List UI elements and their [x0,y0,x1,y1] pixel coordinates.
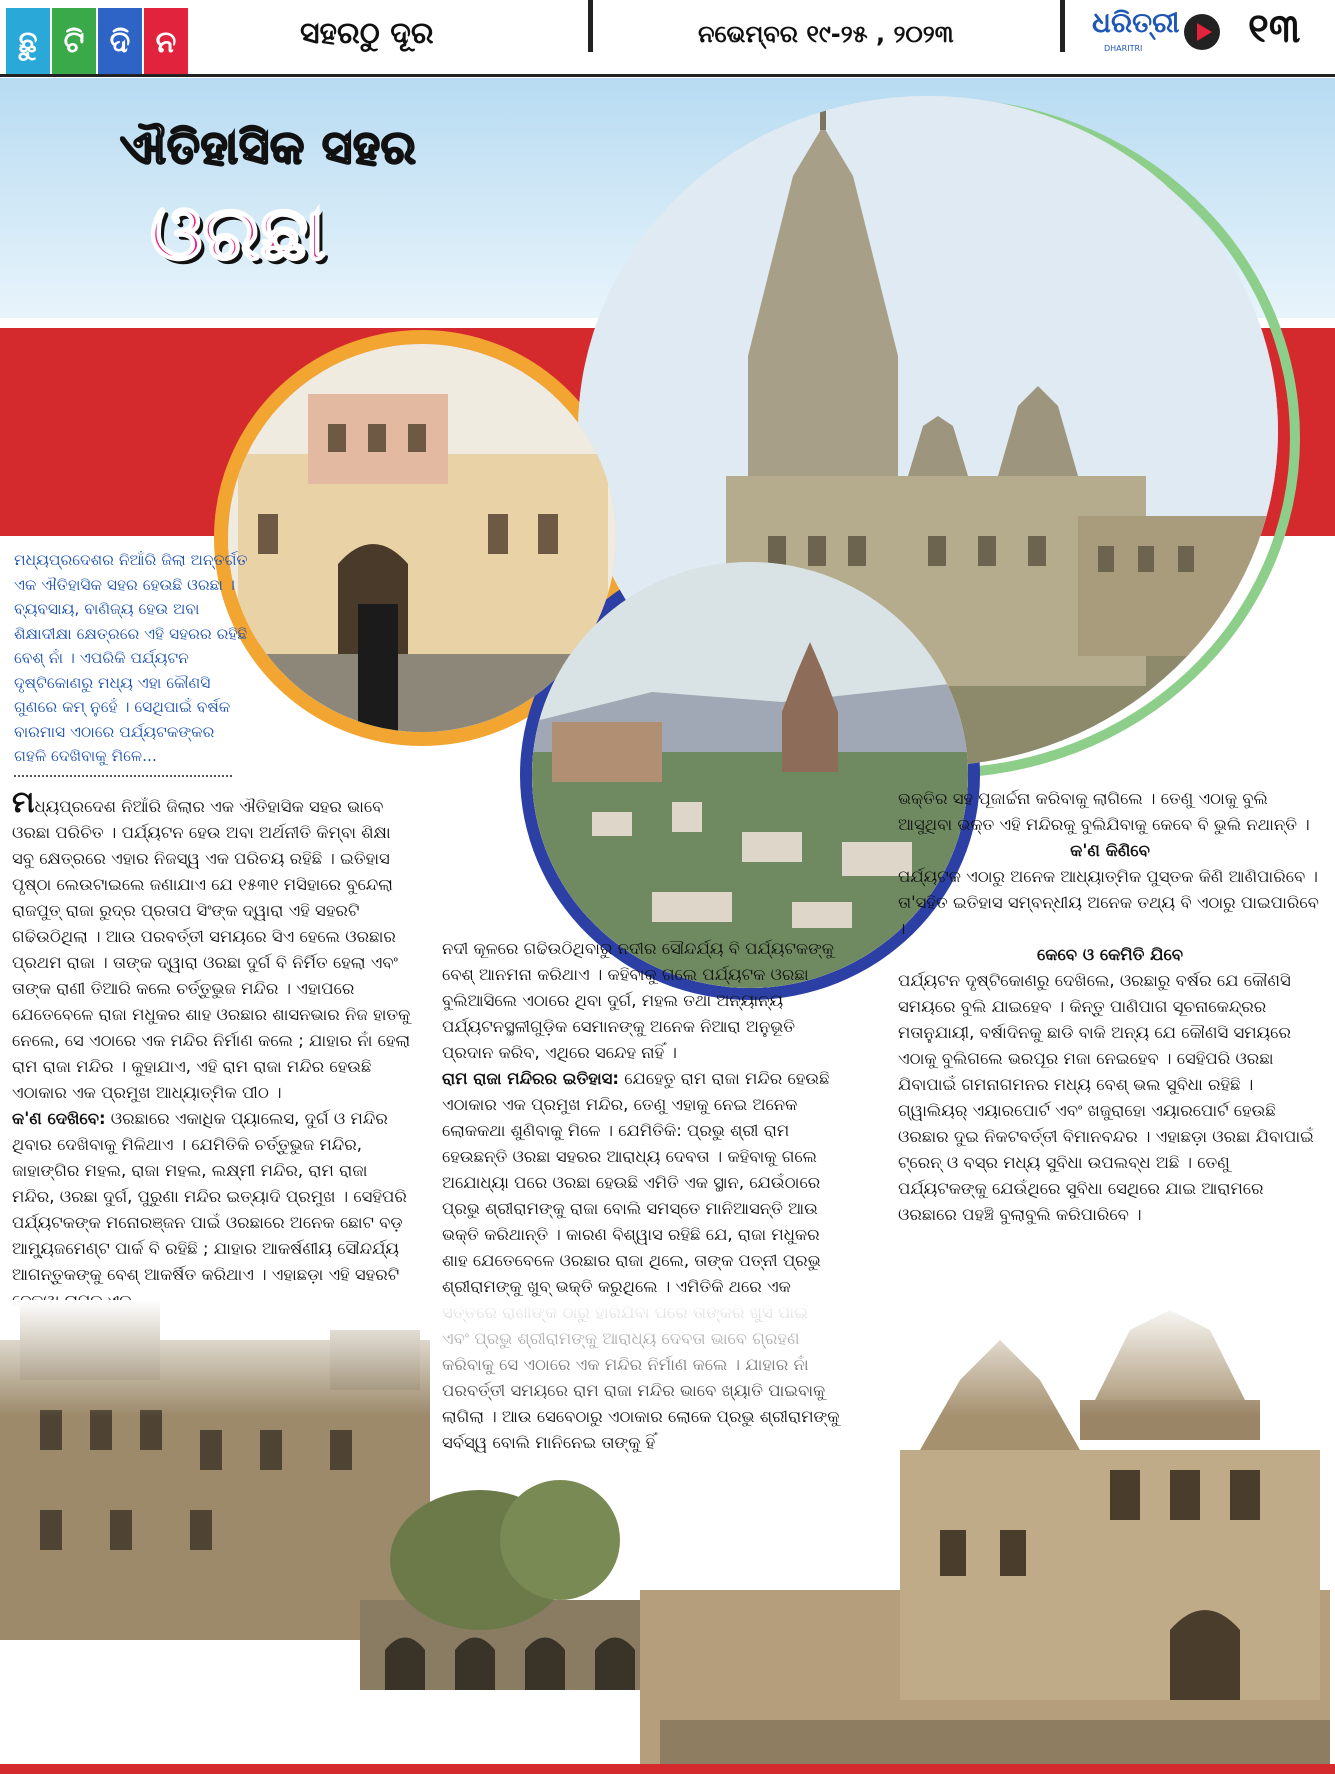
article-column-1 [12,785,412,1314]
orchha-fort-panorama-photo [0,1300,1335,1764]
publication-logo-sub: DHARITRI [1104,44,1143,53]
brand-letter-4: ନ [144,8,188,76]
col3-paragraph-1: ଭକ୍ତିର ସହ ପୂଜାର୍ଚ୍ଚନା କରିବାକୁ ଲାଗିଲେ । ତେଣୁ ଏଠାକୁ ବୁଲି ଆସୁଥିବା ଭକ୍ତ ଏହି ମନ୍ଦିରକୁ ବୁଲିଯିବାକୁ କେବେ ବି ଭୁଲି ନଥାନ୍ତି । [898,789,1310,834]
header-rule [0,74,1335,77]
subhead-what-to-buy: କ'ଣ କିଣିବେ [1070,841,1150,860]
col3-paragraph-2: ପର୍ଯ୍ୟଟକ ଏଠାରୁ ଅନେକ ଆଧ୍ୟାତ୍ମିକ ପୁସ୍ତକ କିଣି ଆଣିପାରିବେ । ତା'ସହିତ ଇତିହାସ ସମ୍ବନ୍ଧୀୟ ଅନେକ ତଥ୍ୟ ବି ଏଠାରୁ ପାଇପାରିବେ । [898,867,1319,938]
brand-letter-1: ଛୁ [6,8,50,76]
col2-paragraph-1: ନଦୀ କୂଳରେ ଗଢିଉଠିଥିବାରୁ ନଦୀର ସୌନ୍ଦର୍ଯ୍ୟ ବି ପର୍ଯ୍ୟଟକଙ୍କୁ ବେଶ୍ ଆନମନା କରିଥାଏ । କହିବାକୁ ଗଲେ ପର୍ଯ୍ୟଟକ ଓରଛା ବୁଲିଆସିଲେ ଏଠାରେ ଥିବା ଦୁର୍ଗ, ମହଲ ତଥା ଅନ୍ୟାନ୍ୟ ପର୍ଯ୍ୟଟନସ୍ଥଳୀଗୁଡ଼ିକ ସେମାନଙ୍କୁ ଅନେକ ନିଆରା ଅନୁଭୂତି ପ୍ରଦାନ କରିବ, ଏଥିରେ ସନ୍ଦେହ ନାହିଁ । [442,939,834,1062]
page-number: ୧୩ [1248,6,1301,52]
divider [588,0,593,52]
subhead-ram-raja-history: ରାମ ରାଜା ମନ୍ଦିରର ଇତିହାସ: [442,1069,620,1088]
subhead-what-to-see: କ'ଣ ଦେଖିବେ: [12,1109,106,1128]
col1-paragraph-1: ଧ୍ୟପ୍ରଦେଶ ନିଆଁରି ଜିଲାର ଏକ ଐତିହାସିକ ସହର ଭାବେ ଓରଛା ପରିଚିତ । ପର୍ଯ୍ୟଟନ ହେଉ ଅବା ଅର୍ଥନୀତି କିମ୍ବା ଶିକ୍ଷା ସବୁ କ୍ଷେତ୍ରରେ ଏହାର ନିଜସ୍ୱ ଏକ ପରିଚୟ ରହିଛି । ଇତିହାସ ପୃଷ୍ଠା ଲେଉଟାଇଲେ ଜଣାଯାଏ ଯେ ୧୫୩୧ ମସିହାରେ ବୁନ୍ଦେଲା ରାଜପୁତ୍ ରାଜା ରୁଦ୍ର ପ୍ରତାପ ସିଂଙ୍କ ଦ୍ୱାରା ଏହି ସହରଟି ଗଢିଉଠିଥିଲା । ଆଉ ପରବର୍ତ୍ତୀ ସମୟରେ ସିଏ ହେଲେ ଓରଛାର ପ୍ରଥମ ରାଜା । ତାଙ୍କ ଦ୍ୱାରା ଓରଛା ଦୁର୍ଗ ବି ନିର୍ମିତ ହେଲା ଏବଂ ତାଙ୍କ ରାଣୀ ତିଆରି କଲେ ଚର୍ତ୍ତୁଭୁଜ ମନ୍ଦିର । ଏହାପରେ ଯେତେବେଳେ ରାଜା ମଧୁକର ଶାହ ଓରଛାର ଶାସନଭାର ନିଜ ହାତକୁ ନେଲେ, ସେ ଏଠାରେ ଏକ ମନ୍ଦିର ନିର୍ମାଣ କଲେ ; ଯାହାର ନାଁ ହେଲା ରାମ ରାଜା ମନ୍ଦିର । କୁହାଯାଏ, ଏହି ରାମ ରାଜା ମନ୍ଦିର ହେଉଛି ଏଠାକାର ଏକ ପ୍ରମୁଖ ଆଧ୍ୟାତ୍ମିକ ପୀଠ । [12,797,411,1102]
publication-logo: ଧରିତ୍ରୀ [1092,6,1180,39]
drop-cap: ମ [12,785,35,820]
divider [1060,0,1065,52]
intro-blurb: ମଧ୍ୟପ୍ରଦେଶର ନିଆଁରି ଜିଲା ଅନ୍ତର୍ଗତ ଏକ ଐତିହାସିକ ସହର ହେଉଛି ଓରଛା । ବ୍ୟବସାୟ, ବାଣିଜ୍ୟ ହେଉ ଅବା ଶିକ୍ଷାଦୀକ୍ଷା କ୍ଷେତ୍ରରେ ଏହି ସହରର ରହିଛି ବେଶ୍ ନାଁ । ଏପରିକି ପର୍ଯ୍ୟଟନ ଦୃଷ୍ଟିକୋଣରୁ ମଧ୍ୟ ଏହା କୌଣସି ଗୁଣରେ କମ୍ ନୁହେଁ । ସେଥିପାଇଁ ବର୍ଷକ ବାରମାସ ଏଠାରେ ପର୍ଯ୍ୟଟକଙ୍କର ଗହଳି ଦେଖିବାକୁ ମିଳେ... [14,551,248,765]
intro-separator [14,775,232,777]
issue-date: ନଭେମ୍ବର ୧୯-୨୫ , ୨୦୨୩ [698,20,954,48]
brand-letter-3: ଦି [98,8,142,76]
brand-letter-2: ଟି [52,8,96,76]
play-icon [1182,12,1222,52]
article-column-3 [898,786,1322,1228]
col3-paragraph-3: ପର୍ଯ୍ୟଟନ ଦୃଷ୍ଟିକୋଣରୁ ଦେଖିଲେ, ଓରଛାରୁ ବର୍ଷର ଯେ କୌଣସି ସମୟରେ ବୁଲି ଯାଇହେବ । କିନ୍ତୁ ପାଣିପାଗ ସୂଚନାକେନ୍ଦ୍ରର ମତାନୁଯାୟୀ, ବର୍ଷାଦିନକୁ ଛାଡି ବାକି ଅନ୍ୟ ଯେ କୌଣସି ସମୟରେ ଏଠାକୁ ବୁଲିଗଲେ ଭରପୂର ମଜା ନେଇହେବ । ସେହିପରି ଓରଛା ଯିବାପାଇଁ ଗମନାଗମନର ମଧ୍ୟ ବେଶ୍ ଭଲ ସୁବିଧା ରହିଛି । ଗ୍ୱାଲିୟର୍ ଏୟାରପୋର୍ଟ ଏବଂ ଖଜୁରାହୋ ଏୟାରପୋର୍ଟ ହେଉଛି ଓରଛାର ଦୁଇ ନିକଟବର୍ତ୍ତୀ ବିମାନବନ୍ଦର । ଏହାଛଡ଼ା ଓରଛା ଯିବାପାଇଁ ଟ୍ରେନ୍ ଓ ବସ୍‌ର ମଧ୍ୟ ସୁବିଧା ଉପଲବ୍ଧ ଅଛି । ତେଣୁ ପର୍ଯ୍ୟଟକଙ୍କୁ ଯେଉଁଥିରେ ସୁବିଧା ସେଥିରେ ଯାଇ ଆରାମରେ ଓରଛାରେ ପହଞ୍ଚି ବୁଲାବୁଲି କରିପାରିବେ । [898,971,1314,1224]
headline-line-1: ଐତିହାସିକ ସହର [120,120,417,174]
section-title: ସହରଠୁ ଦୂର [300,16,434,51]
col2-paragraph-2: ଯେହେତୁ ରାମ ରାଜା ମନ୍ଦିର ହେଉଛି ଏଠାକାର ଏକ ପ୍ରମୁଖ ମନ୍ଦିର, ତେଣୁ ଏହାକୁ ନେଇ ଅନେକ ଲୋକକଥା ଶୁଣିବାକୁ ମିଳେ । ଯେମିତିକି: ପ୍ରଭୁ ଶ୍ରୀ ରାମ ହେଉଛନ୍ତି ଓରଛା ସହରର ଆରାଧ୍ୟ ଦେବତା । କହିବାକୁ ଗଲେ ଅଯୋଧ୍ୟା ପରେ ଓରଛା ହେଉଛି ଏମିତି ଏକ ସ୍ଥାନ, ଯେଉଁଠାରେ ପ୍ରଭୁ ଶ୍ରୀରାମଙ୍କୁ ରାଜା ବୋଲି ସମସ୍ତେ ମାନିଆସନ୍ତି ଆଉ ଭକ୍ତି କରିଥାନ୍ତି । କାରଣ ବିଶ୍ୱାସ ରହିଛି ଯେ, ରାଜା ମଧୁକର ଶାହ ଯେତେବେଳେ ଓରଛାର ରାଜା ଥିଲେ, ତାଙ୍କ ପତ୍ନୀ ପ୍ରଭୁ ଶ୍ରୀରାମଙ୍କୁ ଖୁବ୍ ଭକ୍ତି କରୁଥିଲେ । ଏମିତିକି ଥରେ ଏକ [442,1069,830,1296]
subhead-when-how-to-go: କେବେ ଓ କେମିତି ଯିବେ [1037,945,1183,964]
col1-paragraph-2: ଓରଛାରେ ଏକାଧିକ ପ୍ୟାଲେସ, ଦୁର୍ଗ ଓ ମନ୍ଦିର ଥିବାର ଦେଖିବାକୁ ମିଳିଥାଏ । ଯେମିତିକି ଚର୍ତ୍ତୁଭୁଜ ମନ୍ଦିର, ଜାହାଙ୍ଗିର ମହଲ, ରାଜା ମହଲ, ଲକ୍ଷ୍ମୀ ମନ୍ଦିର, ରାମ ରାଜା ମନ୍ଦିର, ଓରଛା ଦୁର୍ଗ, ପୁରୁଣା ମନ୍ଦିର ଇତ୍ୟାଦି ପ୍ରମୁଖ । ସେହିପରି ପର୍ଯ୍ୟଟକଙ୍କ ମନୋରଞ୍ଜନ ପାଇଁ ଓରଛାରେ ଅନେକ ଛୋଟ ବଡ଼ ଆମ୍ୟୁଜମେଣ୍ଟ ପାର୍କ ବି ରହିଛି ; ଯାହାର ଆକର୍ଷଣୀୟ ସୌନ୍ଦର୍ଯ୍ୟ ଆଗନ୍ତୁକଙ୍କୁ ବେଶ୍ ଆକର୍ଷିତ କରିଥାଏ । ଏହାଛଡ଼ା ଏହି ସହରଟି [12,1109,407,1284]
bottom-band [0,1764,1335,1774]
headline-line-2: ଓରଛା [150,188,326,277]
